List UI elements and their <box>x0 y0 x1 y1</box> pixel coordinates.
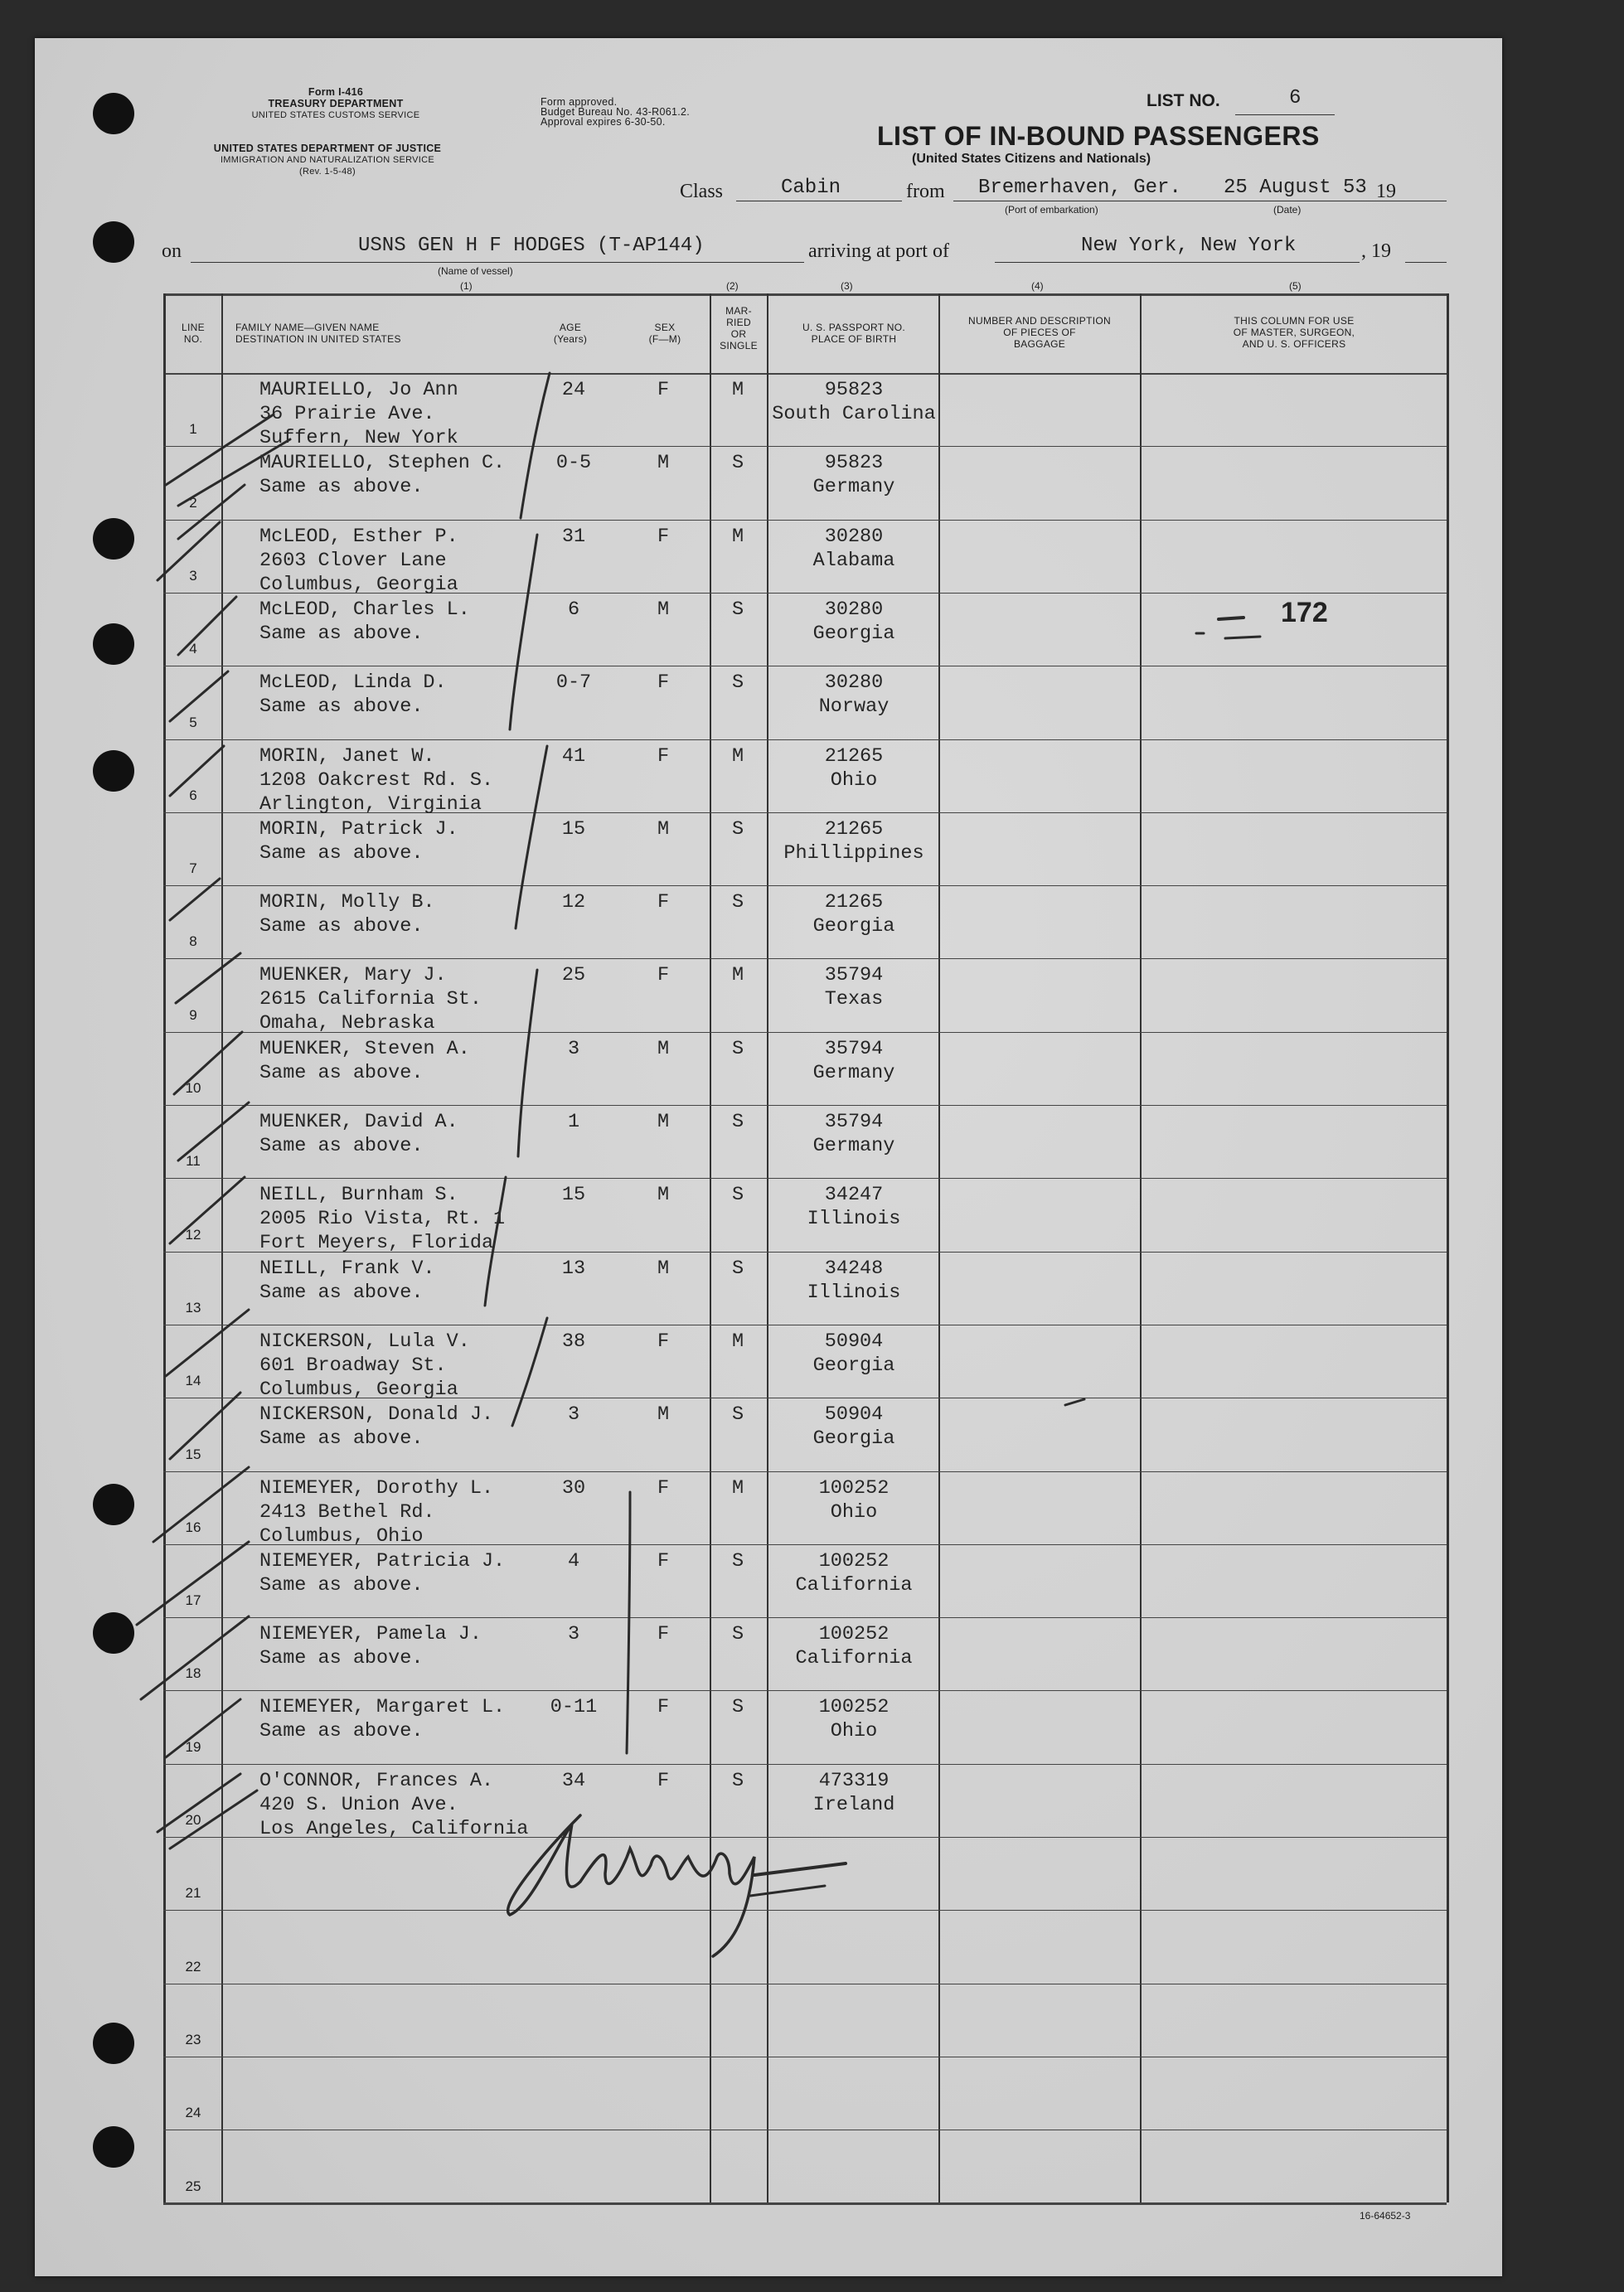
passenger-age: 6 <box>567 598 580 621</box>
passenger-address-1: Same as above. <box>259 695 424 719</box>
place-of-birth: Georgia <box>812 622 895 645</box>
passenger-sex: F <box>657 1476 670 1500</box>
passenger-name: MORIN, Molly B. <box>259 891 435 914</box>
passport-number: 100252 <box>818 1696 890 1719</box>
passenger-marital-status: S <box>731 891 744 914</box>
passport-number: 50904 <box>824 1330 884 1353</box>
passenger-address-1: 2413 Bethel Rd. <box>259 1500 435 1524</box>
passenger-name: MUENKER, David A. <box>259 1111 458 1133</box>
passenger-address-1: 2005 Rio Vista, Rt. 1 <box>259 1208 506 1231</box>
passenger-sex: M <box>657 598 670 621</box>
treasury-department: TREASURY DEPARTMENT <box>268 98 404 109</box>
passenger-address-1: 420 S. Union Ave. <box>259 1793 458 1816</box>
place-of-birth: Germany <box>812 1135 895 1157</box>
line-number: 18 <box>185 1665 201 1682</box>
passenger-age: 15 <box>561 1184 586 1207</box>
header-line-no: LINE NO. <box>182 322 205 345</box>
passport-number: 100252 <box>818 1623 890 1646</box>
line-number: 6 <box>189 787 197 803</box>
passenger-name: McLEOD, Linda D. <box>259 671 447 695</box>
passenger-age: 38 <box>561 1330 586 1353</box>
passenger-sex: F <box>657 891 670 914</box>
passenger-age: 15 <box>561 817 586 841</box>
footer-code: 16-64652-3 <box>1360 2210 1411 2222</box>
embarkation-date: 25 August 53 <box>1224 177 1367 199</box>
passenger-marital-status: S <box>731 1696 744 1719</box>
revision: (Rev. 1-5-48) <box>299 167 356 177</box>
passenger-sex: M <box>657 1257 670 1280</box>
passenger-sex: F <box>657 964 670 987</box>
passenger-marital-status: S <box>731 1403 744 1427</box>
line-number: 9 <box>189 1006 197 1023</box>
line-number: 7 <box>189 860 197 877</box>
place-of-birth: Norway <box>818 695 890 719</box>
passenger-marital-status: M <box>731 964 744 987</box>
place-of-birth: Georgia <box>812 915 895 938</box>
header-baggage: NUMBER AND DESCRIPTION OF PIECES OF BAGGAGE <box>968 315 1111 350</box>
passenger-address-2: Arlington, Virginia <box>259 792 482 816</box>
passenger-name: McLEOD, Charles L. <box>259 598 470 621</box>
page-subtitle: (United States Citizens and Nationals) <box>912 152 1151 166</box>
passenger-sex: M <box>657 1184 670 1207</box>
line-number: 14 <box>185 1373 201 1389</box>
col-num-5: (5) <box>1289 280 1302 292</box>
passenger-sex: M <box>657 1403 670 1427</box>
header-name: FAMILY NAME—GIVEN NAME DESTINATION IN UNITED STATES <box>235 322 401 345</box>
passenger-sex: M <box>657 817 670 841</box>
line-number: 1 <box>189 421 197 438</box>
passenger-name: MORIN, Patrick J. <box>259 817 458 841</box>
place-of-birth: Germany <box>812 1061 895 1084</box>
passenger-address-2: Fort Meyers, Florida <box>259 1232 494 1255</box>
passenger-name: MORIN, Janet W. <box>259 744 435 768</box>
passenger-address-1: Same as above. <box>259 1061 424 1084</box>
header-officers: THIS COLUMN FOR USE OF MASTER, SURGEON, AND U. S. OFFICERS <box>1233 315 1355 350</box>
budget-bureau: Budget Bureau No. 43-R061.2. <box>541 106 691 118</box>
passenger-address-1: 2615 California St. <box>259 988 482 1011</box>
place-of-birth: California <box>795 1647 913 1670</box>
place-of-birth: Phillippines <box>783 841 924 865</box>
passenger-address-1: 601 Broadway St. <box>259 1354 447 1377</box>
passenger-sex: M <box>657 1111 670 1133</box>
approval-expires: Approval expires 6-30-50. <box>541 116 666 128</box>
passenger-age: 3 <box>567 1403 580 1427</box>
arrival-port: New York, New York <box>1081 235 1297 257</box>
passenger-marital-status: S <box>731 671 744 695</box>
place-of-birth: Ireland <box>812 1793 895 1816</box>
passenger-address-1: 1208 Oakcrest Rd. S. <box>259 768 494 792</box>
line-number: 11 <box>186 1153 201 1170</box>
col-num-1: (1) <box>460 280 473 292</box>
passenger-address-1: Same as above. <box>259 1720 424 1743</box>
passenger-sex: F <box>657 1623 670 1646</box>
ins-service: IMMIGRATION AND NATURALIZATION SERVICE <box>220 155 435 165</box>
passenger-name: NIEMEYER, Margaret L. <box>259 1696 506 1719</box>
line-number: 17 <box>185 1592 201 1609</box>
passenger-sex: F <box>657 1330 670 1353</box>
passenger-address-2: Omaha, Nebraska <box>259 1012 435 1035</box>
passenger-sex: F <box>657 1549 670 1572</box>
place-of-birth: Georgia <box>812 1354 895 1377</box>
customs-service: UNITED STATES CUSTOMS SERVICE <box>251 110 420 120</box>
class-value: Cabin <box>781 177 841 199</box>
passenger-marital-status: S <box>731 1184 744 1207</box>
passenger-sex: F <box>657 1769 670 1792</box>
place-of-birth: Alabama <box>812 549 895 572</box>
passenger-name: NICKERSON, Donald J. <box>259 1403 494 1427</box>
passenger-age: 34 <box>561 1769 586 1792</box>
passenger-sex: F <box>657 1696 670 1719</box>
passenger-address-2: Columbus, Georgia <box>259 573 458 596</box>
passenger-address-1: Same as above. <box>259 1647 424 1670</box>
port-caption: (Port of embarkation) <box>1005 204 1098 216</box>
passenger-address-1: Same as above. <box>259 1281 424 1304</box>
passenger-age: 31 <box>561 525 586 548</box>
vessel-name: USNS GEN H F HODGES (T-AP144) <box>358 235 705 257</box>
passport-number: 35794 <box>824 1037 884 1060</box>
place-of-birth: Germany <box>812 476 895 499</box>
port-of-embarkation: Bremerhaven, Ger. <box>978 177 1181 199</box>
line-number: 2 <box>189 494 197 511</box>
line-number: 16 <box>185 1519 201 1535</box>
passenger-name: NEILL, Frank V. <box>259 1257 435 1280</box>
passport-number: 21265 <box>824 891 884 914</box>
place-of-birth: Ohio <box>830 768 878 792</box>
line-number: 3 <box>189 567 197 584</box>
passenger-name: NIEMEYER, Dorothy L. <box>259 1476 494 1500</box>
passenger-age: 13 <box>561 1257 586 1280</box>
passenger-age: 12 <box>561 891 586 914</box>
passenger-address-1: Same as above. <box>259 1573 424 1597</box>
passenger-address-1: Same as above. <box>259 915 424 938</box>
passenger-age: 3 <box>567 1623 580 1646</box>
class-label: Class <box>680 181 724 202</box>
vessel-caption: (Name of vessel) <box>438 265 513 277</box>
passenger-marital-status: S <box>731 817 744 841</box>
passenger-name: MAURIELLO, Jo Ann <box>259 379 458 401</box>
department-of-justice: UNITED STATES DEPARTMENT OF JUSTICE <box>213 143 442 154</box>
passport-number: 30280 <box>824 598 884 621</box>
passenger-address-1: Same as above. <box>259 841 424 865</box>
passenger-age: 24 <box>561 379 586 401</box>
date-caption: (Date) <box>1273 204 1302 216</box>
line-number: 12 <box>185 1226 201 1243</box>
place-of-birth: Illinois <box>807 1208 901 1231</box>
place-of-birth: South Carolina <box>772 403 936 425</box>
passenger-marital-status: M <box>731 379 744 401</box>
passenger-sex: F <box>657 744 670 768</box>
passport-number: 50904 <box>824 1403 884 1427</box>
line-number: 20 <box>185 1812 201 1828</box>
header-age: AGE (Years) <box>553 322 588 345</box>
place-of-birth: Ohio <box>830 1720 878 1743</box>
line-number: 22 <box>185 1958 201 1975</box>
header-sex: SEX (F—M) <box>648 322 681 345</box>
passenger-age: 3 <box>567 1037 580 1060</box>
passenger-address-1: 36 Prairie Ave. <box>259 403 435 425</box>
passport-number: 100252 <box>818 1476 890 1500</box>
line-number: 24 <box>185 2105 201 2121</box>
passenger-sex: M <box>657 1037 670 1060</box>
year-suffix: , 19 <box>1361 240 1391 262</box>
form-number: Form I-416 <box>308 86 364 98</box>
passport-number: 30280 <box>824 525 884 548</box>
header-married: MAR- RIED OR SINGLE <box>720 305 758 351</box>
from-label: from <box>906 181 945 202</box>
passenger-sex: F <box>657 379 670 401</box>
passenger-marital-status: S <box>731 1257 744 1280</box>
passport-number: 95823 <box>824 452 884 475</box>
passenger-address-2: Columbus, Georgia <box>259 1378 458 1401</box>
passport-number: 34247 <box>824 1184 884 1207</box>
passport-number: 35794 <box>824 964 884 987</box>
line-number: 15 <box>185 1446 201 1462</box>
place-of-birth: Georgia <box>812 1427 895 1451</box>
page-title: LIST OF IN-BOUND PASSENGERS <box>877 121 1320 151</box>
line-number: 13 <box>185 1299 201 1316</box>
passenger-address-1: Same as above. <box>259 1135 424 1157</box>
line-number: 8 <box>189 933 197 950</box>
line-number: 21 <box>185 1885 201 1902</box>
passenger-age: 1 <box>567 1111 580 1133</box>
passenger-marital-status: S <box>731 1623 744 1646</box>
passenger-name: MUENKER, Steven A. <box>259 1037 470 1060</box>
passenger-age: 0-11 <box>550 1696 598 1719</box>
passenger-age: 0-7 <box>555 671 592 695</box>
passenger-sex: F <box>657 671 670 695</box>
passport-number: 95823 <box>824 379 884 401</box>
line-number: 23 <box>185 2031 201 2047</box>
passenger-address-2: Los Angeles, California <box>259 1817 529 1840</box>
col-num-3: (3) <box>841 280 853 292</box>
header-passport: U. S. PASSPORT NO. PLACE OF BIRTH <box>802 322 906 345</box>
line-number: 25 <box>185 2178 201 2194</box>
passenger-address-1: Same as above. <box>259 476 424 499</box>
passenger-marital-status: M <box>731 1330 744 1353</box>
list-no-value: 6 <box>1289 87 1302 109</box>
passenger-name: NICKERSON, Lula V. <box>259 1330 470 1353</box>
place-of-birth: California <box>795 1573 913 1597</box>
stamp-number: 172 <box>1281 597 1328 628</box>
passenger-marital-status: M <box>731 525 744 548</box>
place-of-birth: Ohio <box>830 1500 878 1524</box>
line-number: 4 <box>189 641 197 657</box>
place-of-birth: Illinois <box>807 1281 901 1304</box>
col-num-2: (2) <box>726 280 739 292</box>
passenger-address-1: Same as above. <box>259 622 424 645</box>
place-of-birth: Texas <box>824 988 884 1011</box>
passenger-marital-status: M <box>731 1476 744 1500</box>
passenger-marital-status: S <box>731 1549 744 1572</box>
line-number: 19 <box>185 1738 201 1755</box>
passenger-marital-status: S <box>731 1769 744 1792</box>
passport-number: 100252 <box>818 1549 890 1572</box>
passenger-address-2: Columbus, Ohio <box>259 1524 424 1548</box>
passenger-address-1: 2603 Clover Lane <box>259 549 447 572</box>
passenger-age: 41 <box>561 744 586 768</box>
passenger-sex: F <box>657 525 670 548</box>
passenger-age: 4 <box>567 1549 580 1572</box>
passenger-name: NIEMEYER, Patricia J. <box>259 1549 506 1572</box>
passenger-name: MUENKER, Mary J. <box>259 964 447 987</box>
passenger-name: McLEOD, Esther P. <box>259 525 458 548</box>
passenger-marital-status: S <box>731 1037 744 1060</box>
passenger-name: NIEMEYER, Pamela J. <box>259 1623 482 1646</box>
passenger-age: 25 <box>561 964 586 987</box>
passenger-sex: M <box>657 452 670 475</box>
passport-number: 34248 <box>824 1257 884 1280</box>
passenger-marital-status: S <box>731 1111 744 1133</box>
passenger-age: 30 <box>561 1476 586 1500</box>
form-approved: Form approved. <box>541 96 618 108</box>
passenger-name: NEILL, Burnham S. <box>259 1184 458 1207</box>
passport-number: 473319 <box>818 1769 890 1792</box>
passenger-marital-status: S <box>731 452 744 475</box>
year-prefix: 19 <box>1376 181 1396 202</box>
passenger-address-2: Suffern, New York <box>259 427 458 449</box>
line-number: 5 <box>189 714 197 730</box>
passport-number: 21265 <box>824 744 884 768</box>
passport-number: 35794 <box>824 1111 884 1133</box>
passenger-marital-status: S <box>731 598 744 621</box>
col-num-4: (4) <box>1031 280 1044 292</box>
list-no-label: LIST NO. <box>1146 91 1220 110</box>
passport-number: 30280 <box>824 671 884 695</box>
passport-number: 21265 <box>824 817 884 841</box>
passenger-age: 0-5 <box>555 452 592 475</box>
on-label: on <box>162 240 182 262</box>
passenger-name: O'CONNOR, Frances A. <box>259 1769 494 1792</box>
arriving-label: arriving at port of <box>808 240 949 262</box>
line-number: 10 <box>185 1080 201 1096</box>
passenger-address-1: Same as above. <box>259 1427 424 1451</box>
passenger-name: MAURIELLO, Stephen C. <box>259 452 506 475</box>
passenger-marital-status: M <box>731 744 744 768</box>
